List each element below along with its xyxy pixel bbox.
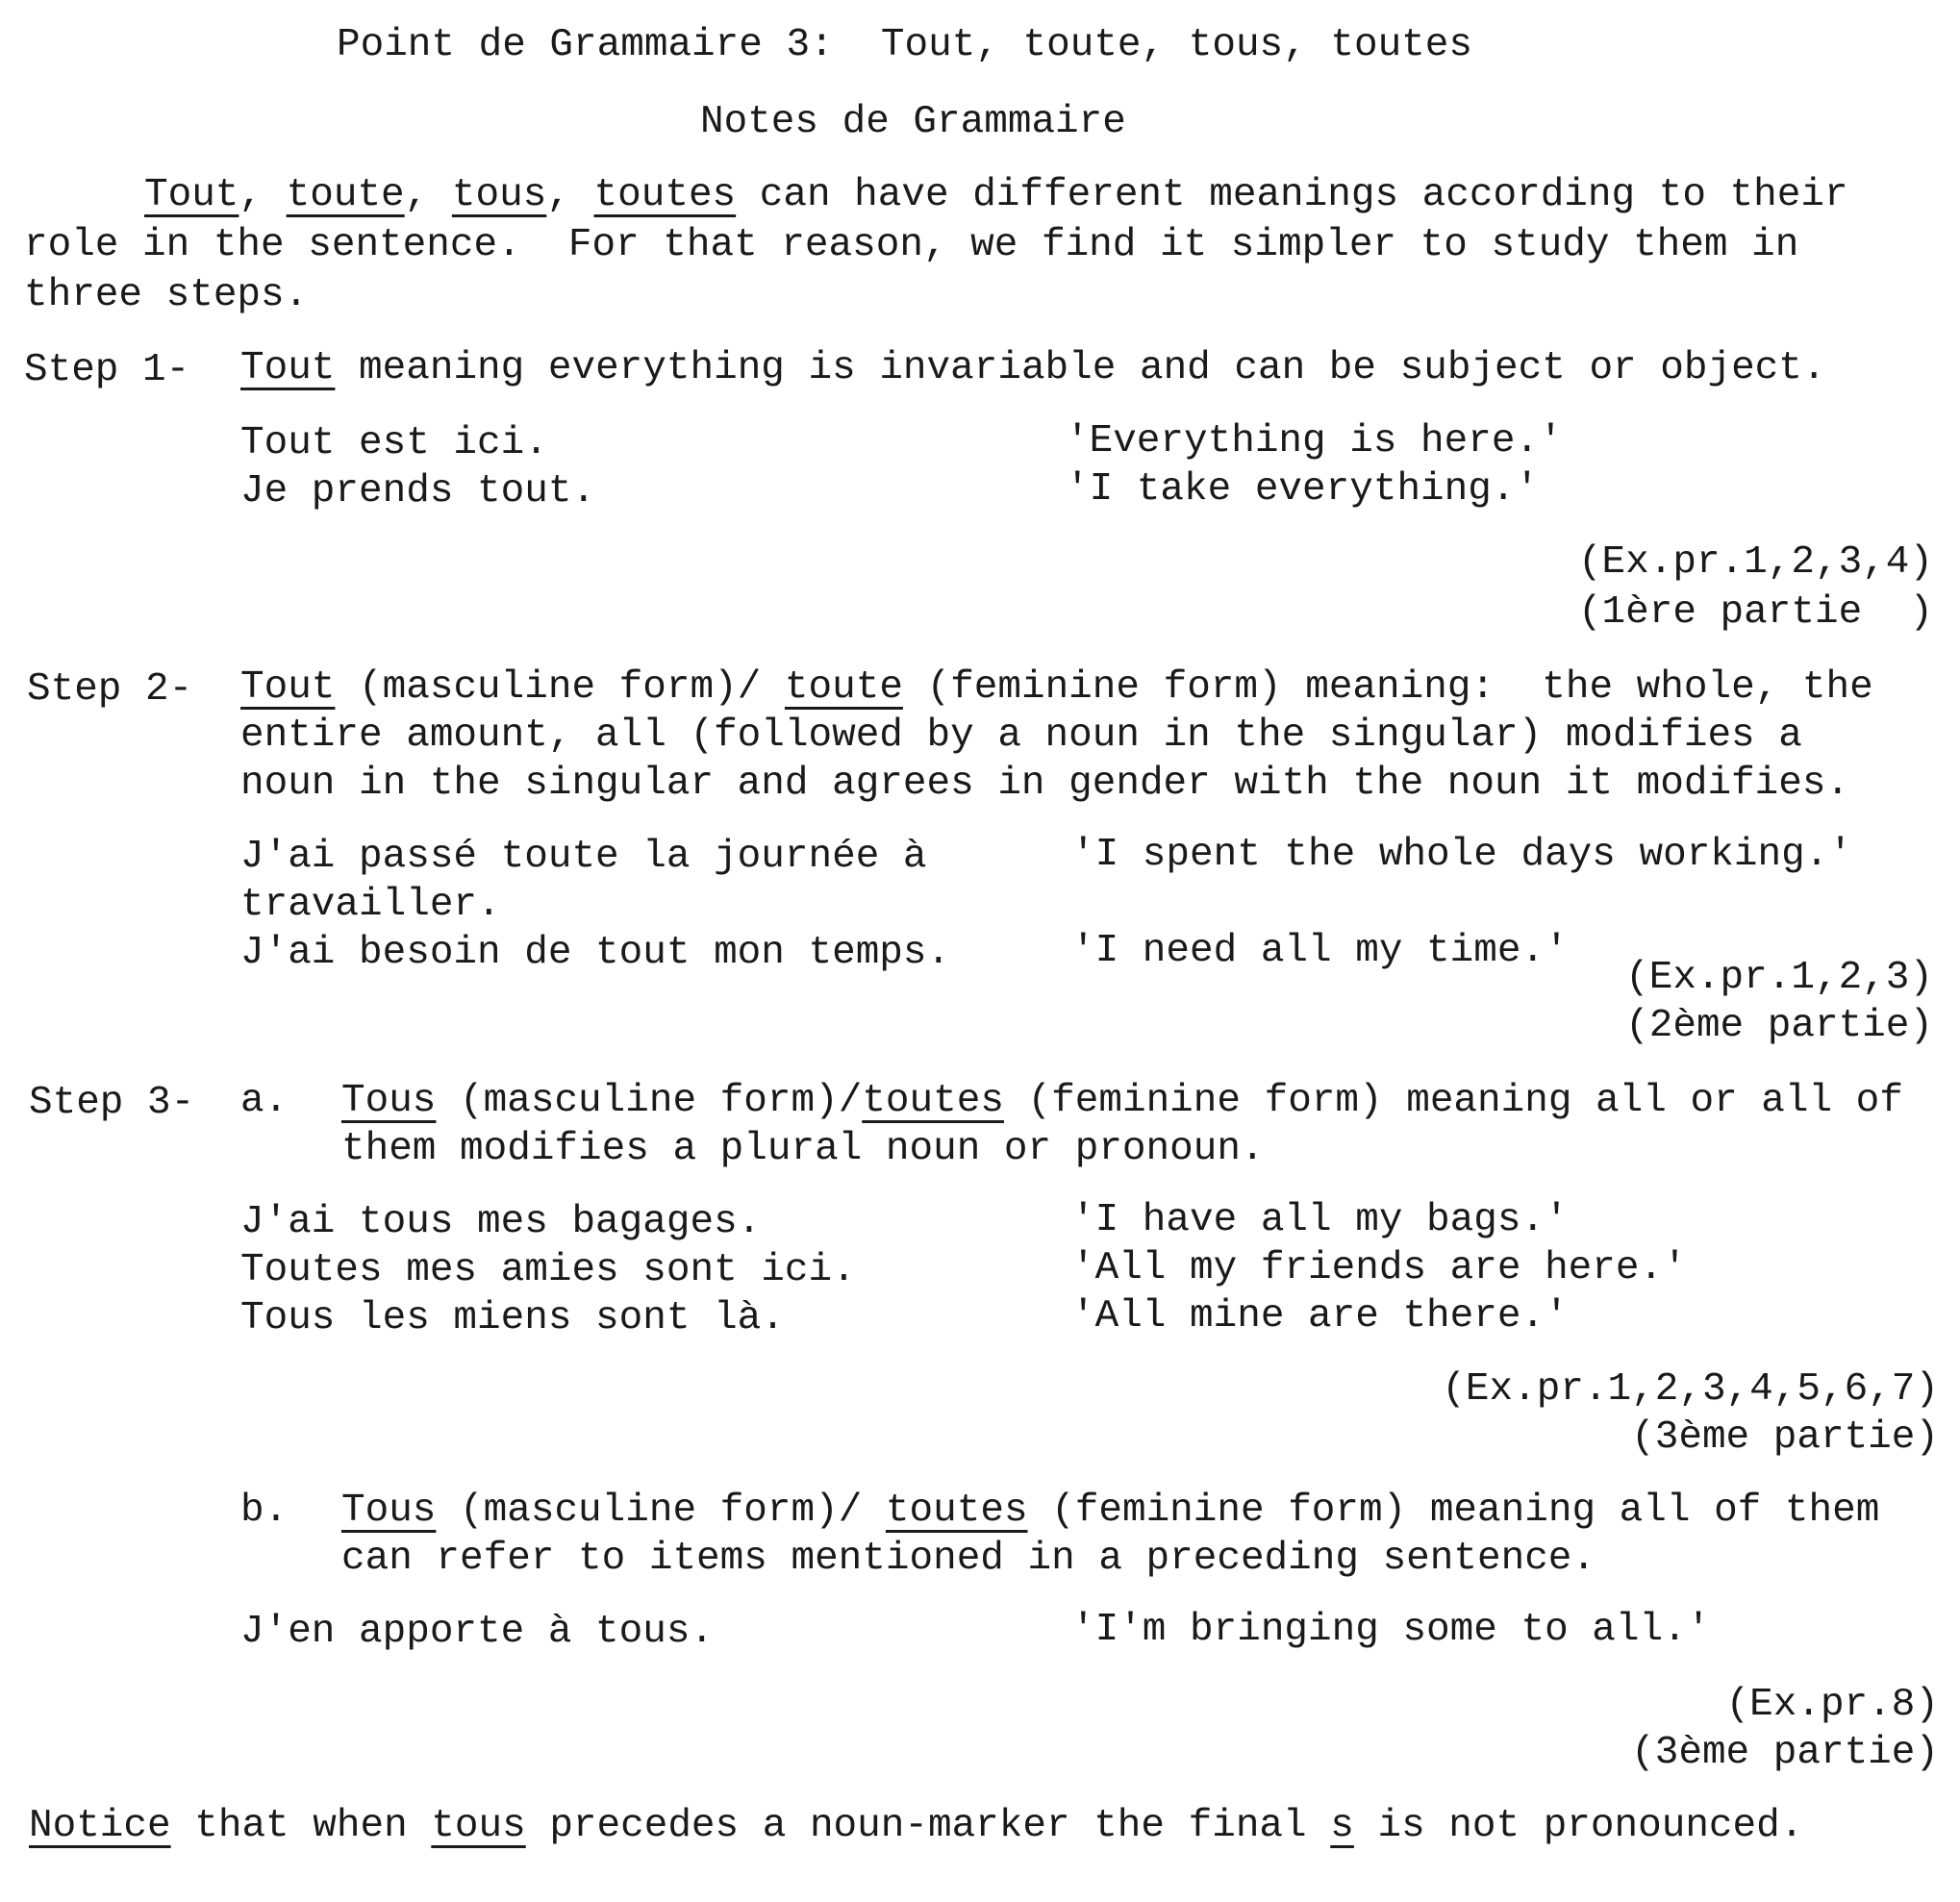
intro-line-2: role in the sentence. For that reason, we find it simpler to study them in [24,223,1799,267]
step2-example-fr-cont: travailler. [240,883,501,927]
step2-example-fr: J'ai besoin de tout mon temps. [240,931,951,975]
notice-word: Notice [29,1804,171,1848]
step2-rule-line-2: entire amount, all (followed by a noun in the singular) modifies a [240,713,1802,758]
step2-example-fr: J'ai passé toute la journée à [240,835,927,879]
page-title: Point de Grammaire 3: Tout, toute, tous, toutes [337,23,1472,67]
intro-line-1: Tout, toute, tous, toutes can have different meanings according to their [144,173,1848,217]
step1-example-en: 'Everything is here.' [1066,419,1563,463]
step3a-example-fr: Toutes mes amies sont ici. [240,1248,856,1292]
notice-line: Notice that when tous precedes a noun-marker the final s is not pronounced. [29,1804,1804,1848]
step2-example-en: 'I spent the whole days working.' [1071,833,1852,877]
step3a-example-fr: J'ai tous mes bagages. [240,1200,762,1244]
intro-line-3: three steps. [24,273,309,317]
word-tout: Tout [144,173,239,217]
step3b-example-en: 'I'm bringing some to all.' [1071,1608,1711,1652]
step3b-head-toutes: toutes [885,1489,1028,1533]
step3-label: Step 3- [29,1081,195,1125]
word-toutes: toutes [593,173,737,217]
page-subtitle: Notes de Grammaire [700,100,1126,144]
step2-rule-line-3: noun in the singular and agrees in gender with the noun it modifies. [240,762,1850,806]
step1-exercise-ref: (Ex.pr.1,2,3,4) [1577,540,1933,585]
step3b-rule-line-2: can refer to items mentioned in a preceding sentence. [341,1537,1596,1581]
step2-head-toute: toute [784,665,903,710]
step3a-letter: a. [240,1079,289,1123]
step2-rule-line-1: Tout (masculine form)/ toute (feminine form) meaning: the whole, the [240,665,1873,710]
step3b-exercise-part: (3ème partie) [1631,1731,1939,1775]
intro-text: can have different meanings according to their [759,173,1848,217]
step3b-rule-line-1: Tous (masculine form)/ toutes (feminine form) meaning all of them [341,1489,1880,1533]
step3a-example-fr: Tous les miens sont là. [240,1296,785,1340]
step3b-exercise-ref: (Ex.pr.8) [1725,1683,1939,1727]
step3a-rule-line-2: them modifies a plural noun or pronoun. [341,1127,1265,1171]
step3a-exercise-ref: (Ex.pr.1,2,3,4,5,6,7) [1442,1367,1939,1412]
step3a-example-en: 'All mine are there.' [1071,1294,1569,1339]
step3a-head-tous: Tous [341,1079,437,1123]
step1-example-en: 'I take everything.' [1066,467,1540,512]
step1-rule: Tout meaning everything is invariable and can be subject or object. [240,346,1826,390]
notice-tous: tous [431,1804,526,1848]
step1-example-fr: Tout est ici. [240,421,548,465]
step2-label: Step 2- [27,667,193,712]
step3b-example-fr: J'en apporte à tous. [240,1610,715,1654]
step3b-head-tous: Tous [341,1489,437,1533]
step2-head-tout: Tout [240,665,336,710]
step1-example-fr: Je prends tout. [240,469,596,513]
step2-exercise-ref: (Ex.pr.1,2,3) [1625,956,1933,1000]
step1-head: Tout [240,346,336,390]
step2-example-en: 'I need all my time.' [1071,929,1569,973]
word-tous: tous [451,173,547,217]
step2-exercise-part: (2ème partie) [1625,1004,1933,1048]
step1-exercise-part: (1ère partie ) [1577,590,1933,635]
step1-label: Step 1- [24,348,190,392]
step3a-head-toutes: toutes [862,1079,1004,1123]
step3a-rule-line-1: Tous (masculine form)/toutes (feminine form) meaning all or all of [341,1079,1903,1123]
step3a-example-en: 'All my friends are here.' [1071,1246,1687,1290]
step3b-letter: b. [240,1489,289,1533]
notice-s: s [1330,1804,1354,1848]
word-toute: toute [286,173,405,217]
step3a-example-en: 'I have all my bags.' [1071,1198,1569,1242]
step3a-exercise-part: (3ème partie) [1631,1415,1939,1460]
